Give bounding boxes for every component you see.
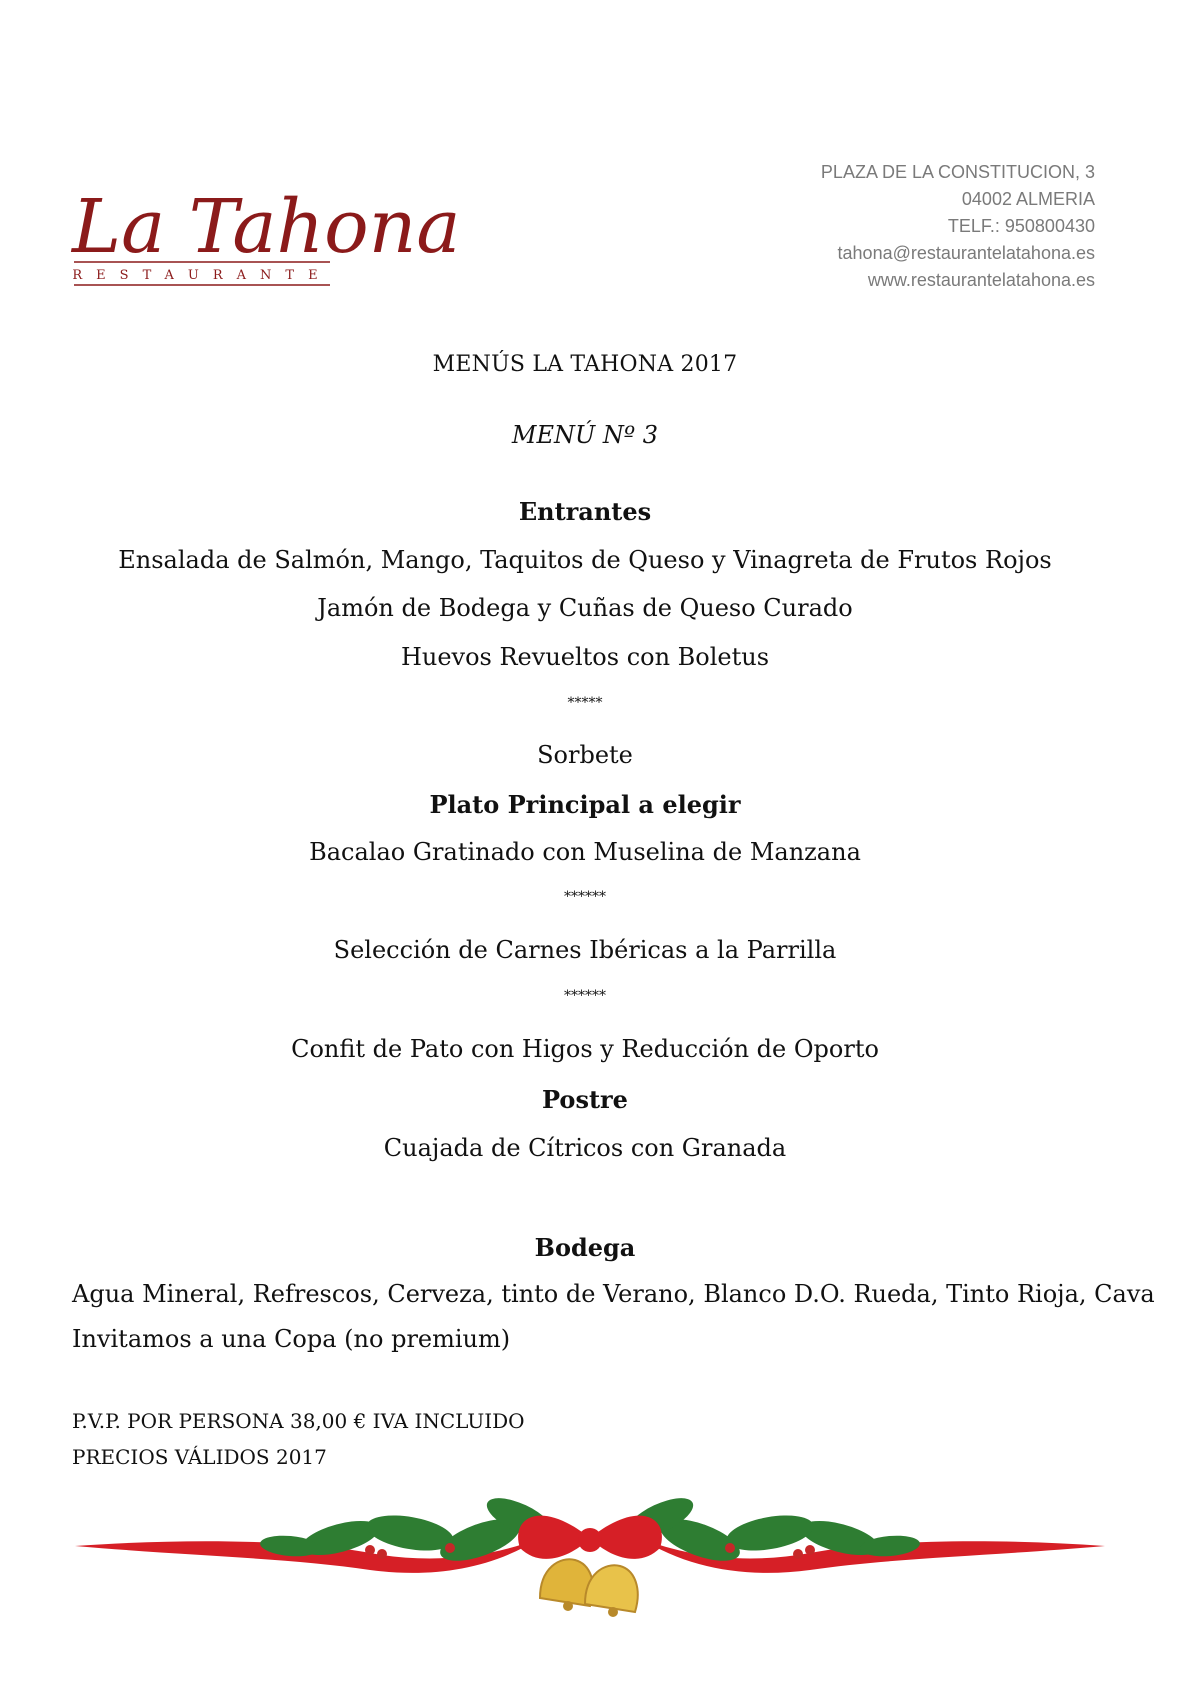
entrantes-heading: Entrantes xyxy=(518,497,652,526)
principal-item: Selección de Carnes Ibéricas a la Parrilla xyxy=(333,936,837,964)
entrante-item: Ensalada de Salmón, Mango, Taquitos de Queso y Vinagreta de Frutos Rojos xyxy=(118,546,1052,574)
restaurant-logo xyxy=(72,172,461,307)
address-email[interactable]: tahona@restaurantelatahona.es xyxy=(837,243,1095,263)
entrante-item: Jamón de Bodega y Cuñas de Queso Curado xyxy=(317,594,853,622)
address-website[interactable]: www.restaurantelatahona.es xyxy=(867,270,1095,290)
bodega-heading: Bodega xyxy=(534,1233,636,1262)
separator: ****** xyxy=(564,988,606,1004)
menu-number: MENÚ Nº 3 xyxy=(511,421,659,449)
separator: ****** xyxy=(564,889,606,905)
sorbete-item: Sorbete xyxy=(537,741,633,769)
address-phone: TELF.: 950800430 xyxy=(947,216,1095,236)
address-street: PLAZA DE LA CONSTITUCION, 3 xyxy=(820,162,1095,182)
postre-item: Cuajada de Cítricos con Granada xyxy=(383,1134,787,1162)
principal-item: Confit de Pato con Higos y Reducción de Oporto xyxy=(291,1035,879,1063)
christmas-garland-decoration xyxy=(70,1478,1110,1638)
price-line: P.V.P. POR PERSONA 38,00 € IVA INCLUIDO xyxy=(72,1409,525,1433)
postre-heading: Postre xyxy=(542,1085,628,1114)
logo-wordmark xyxy=(70,184,461,270)
separator: ***** xyxy=(567,695,603,711)
validity-line: PRECIOS VÁLIDOS 2017 xyxy=(72,1445,327,1469)
principal-heading: Plato Principal a elegir xyxy=(429,790,741,819)
entrante-item: Huevos Revueltos con Boletus xyxy=(400,643,770,671)
bodega-invitation: Invitamos a una Copa (no premium) xyxy=(72,1325,511,1353)
address-city: 04002 ALMERIA xyxy=(961,189,1095,209)
bow xyxy=(518,1516,662,1559)
principal-item: Bacalao Gratinado con Muselina de Manzana xyxy=(309,838,861,866)
bodega-drinks: Agua Mineral, Refrescos, Cerveza, tinto de Verano, Blanco D.O. Rueda, Tinto Rioja, Cava xyxy=(72,1280,1155,1308)
bells-icon xyxy=(540,1559,638,1617)
logo-subtext: RESTAURANTE xyxy=(72,268,332,283)
logo-text: La Tahona xyxy=(72,184,461,270)
document-title: MENÚS LA TAHONA 2017 xyxy=(432,352,738,377)
address-block xyxy=(821,159,1095,294)
